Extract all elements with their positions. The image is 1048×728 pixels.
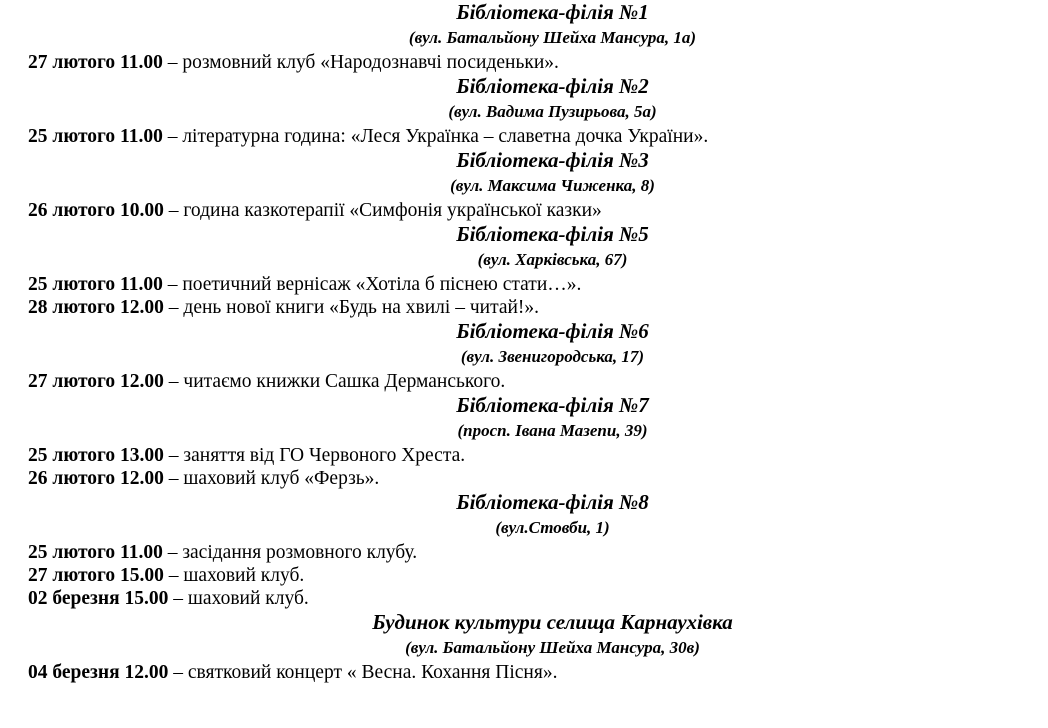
section-address: (вул. Максима Чиженка, 8) bbox=[450, 176, 655, 195]
section-branch-1 bbox=[0, 0, 1048, 74]
section-branch-6 bbox=[0, 319, 1048, 393]
section-address: (вул.Стовби, 1) bbox=[495, 518, 610, 537]
section-branch-3 bbox=[0, 148, 1048, 222]
section-address: (вул. Батальйону Шейха Мансура, 30в) bbox=[405, 638, 700, 657]
section-title: Бібліотека-філія №2 bbox=[456, 74, 649, 98]
event-line bbox=[0, 273, 1048, 296]
event-line bbox=[0, 51, 1048, 74]
event-description: – шаховий клуб. bbox=[163, 565, 305, 586]
section-title: Бібліотека-філія №3 bbox=[456, 148, 649, 172]
event-description: – розмовний клуб «Народознавчі посиденьки». bbox=[162, 52, 559, 73]
event-description: – читаємо книжки Сашка Дерманського. bbox=[163, 371, 506, 392]
section-title: Бібліотека-філія №7 bbox=[456, 393, 649, 417]
section-branch-8 bbox=[0, 490, 1048, 610]
event-datetime: 26 лютого 10.00 bbox=[28, 200, 164, 221]
event-line bbox=[0, 661, 1048, 684]
event-datetime: 26 лютого 12.00 bbox=[28, 468, 164, 489]
event-line bbox=[0, 370, 1048, 393]
section-address: (вул. Звенигородська, 17) bbox=[460, 347, 645, 366]
event-line bbox=[0, 296, 1048, 319]
event-description: – літературна година: «Леся Українка – славетна дочка України». bbox=[162, 126, 709, 147]
section-title: Бібліотека-філія №6 bbox=[456, 319, 649, 343]
event-line bbox=[0, 587, 1048, 610]
section-title: Бібліотека-філія №5 bbox=[456, 222, 649, 246]
event-line bbox=[0, 444, 1048, 467]
section-branch-2 bbox=[0, 74, 1048, 148]
event-line bbox=[0, 541, 1048, 564]
event-line bbox=[0, 467, 1048, 490]
event-description: – день нової книги «Будь на хвилі – читай!». bbox=[163, 297, 540, 318]
event-description: – шаховий клуб. bbox=[168, 588, 309, 609]
event-datetime: 25 лютого 13.00 bbox=[28, 445, 164, 466]
event-datetime: 25 лютого 11.00 bbox=[28, 542, 163, 563]
section-branch-7 bbox=[0, 393, 1048, 490]
event-datetime: 28 лютого 12.00 bbox=[28, 297, 164, 318]
event-description: – година казкотерапії «Симфонія української казки» bbox=[163, 200, 602, 221]
section-branch-5 bbox=[0, 222, 1048, 319]
event-description: – святковий концерт « Весна. Кохання Пісня». bbox=[168, 662, 558, 683]
section-culture-house bbox=[0, 610, 1048, 684]
section-address: (вул. Харківська, 67) bbox=[477, 250, 628, 269]
event-line bbox=[0, 125, 1048, 148]
event-description: – шаховий клуб «Ферзь». bbox=[163, 468, 380, 489]
event-description: – поетичний вернісаж «Хотіла б піснею стати…». bbox=[162, 274, 582, 295]
event-datetime: 25 лютого 11.00 bbox=[28, 126, 163, 147]
event-datetime: 27 лютого 11.00 bbox=[28, 52, 163, 73]
section-address: (просп. Івана Мазепи, 39) bbox=[457, 421, 648, 440]
event-description: – засідання розмовного клубу. bbox=[162, 542, 418, 563]
event-line bbox=[0, 564, 1048, 587]
section-address: (вул. Вадима Пузирьова, 5а) bbox=[448, 102, 657, 121]
section-address: (вул. Батальйону Шейха Мансура, 1а) bbox=[408, 28, 697, 47]
event-datetime: 25 лютого 11.00 bbox=[28, 274, 163, 295]
section-title: Будинок культури селища Карнаухівка bbox=[372, 610, 733, 634]
event-description: – заняття від ГО Червоного Хреста. bbox=[163, 445, 466, 466]
event-line bbox=[0, 199, 1048, 222]
event-datetime: 04 березня 12.00 bbox=[28, 662, 169, 683]
section-title: Бібліотека-філія №1 bbox=[456, 0, 649, 24]
event-datetime: 27 лютого 12.00 bbox=[28, 371, 164, 392]
event-datetime: 02 березня 15.00 bbox=[28, 588, 169, 609]
section-title: Бібліотека-філія №8 bbox=[456, 490, 649, 514]
event-datetime: 27 лютого 15.00 bbox=[28, 565, 164, 586]
